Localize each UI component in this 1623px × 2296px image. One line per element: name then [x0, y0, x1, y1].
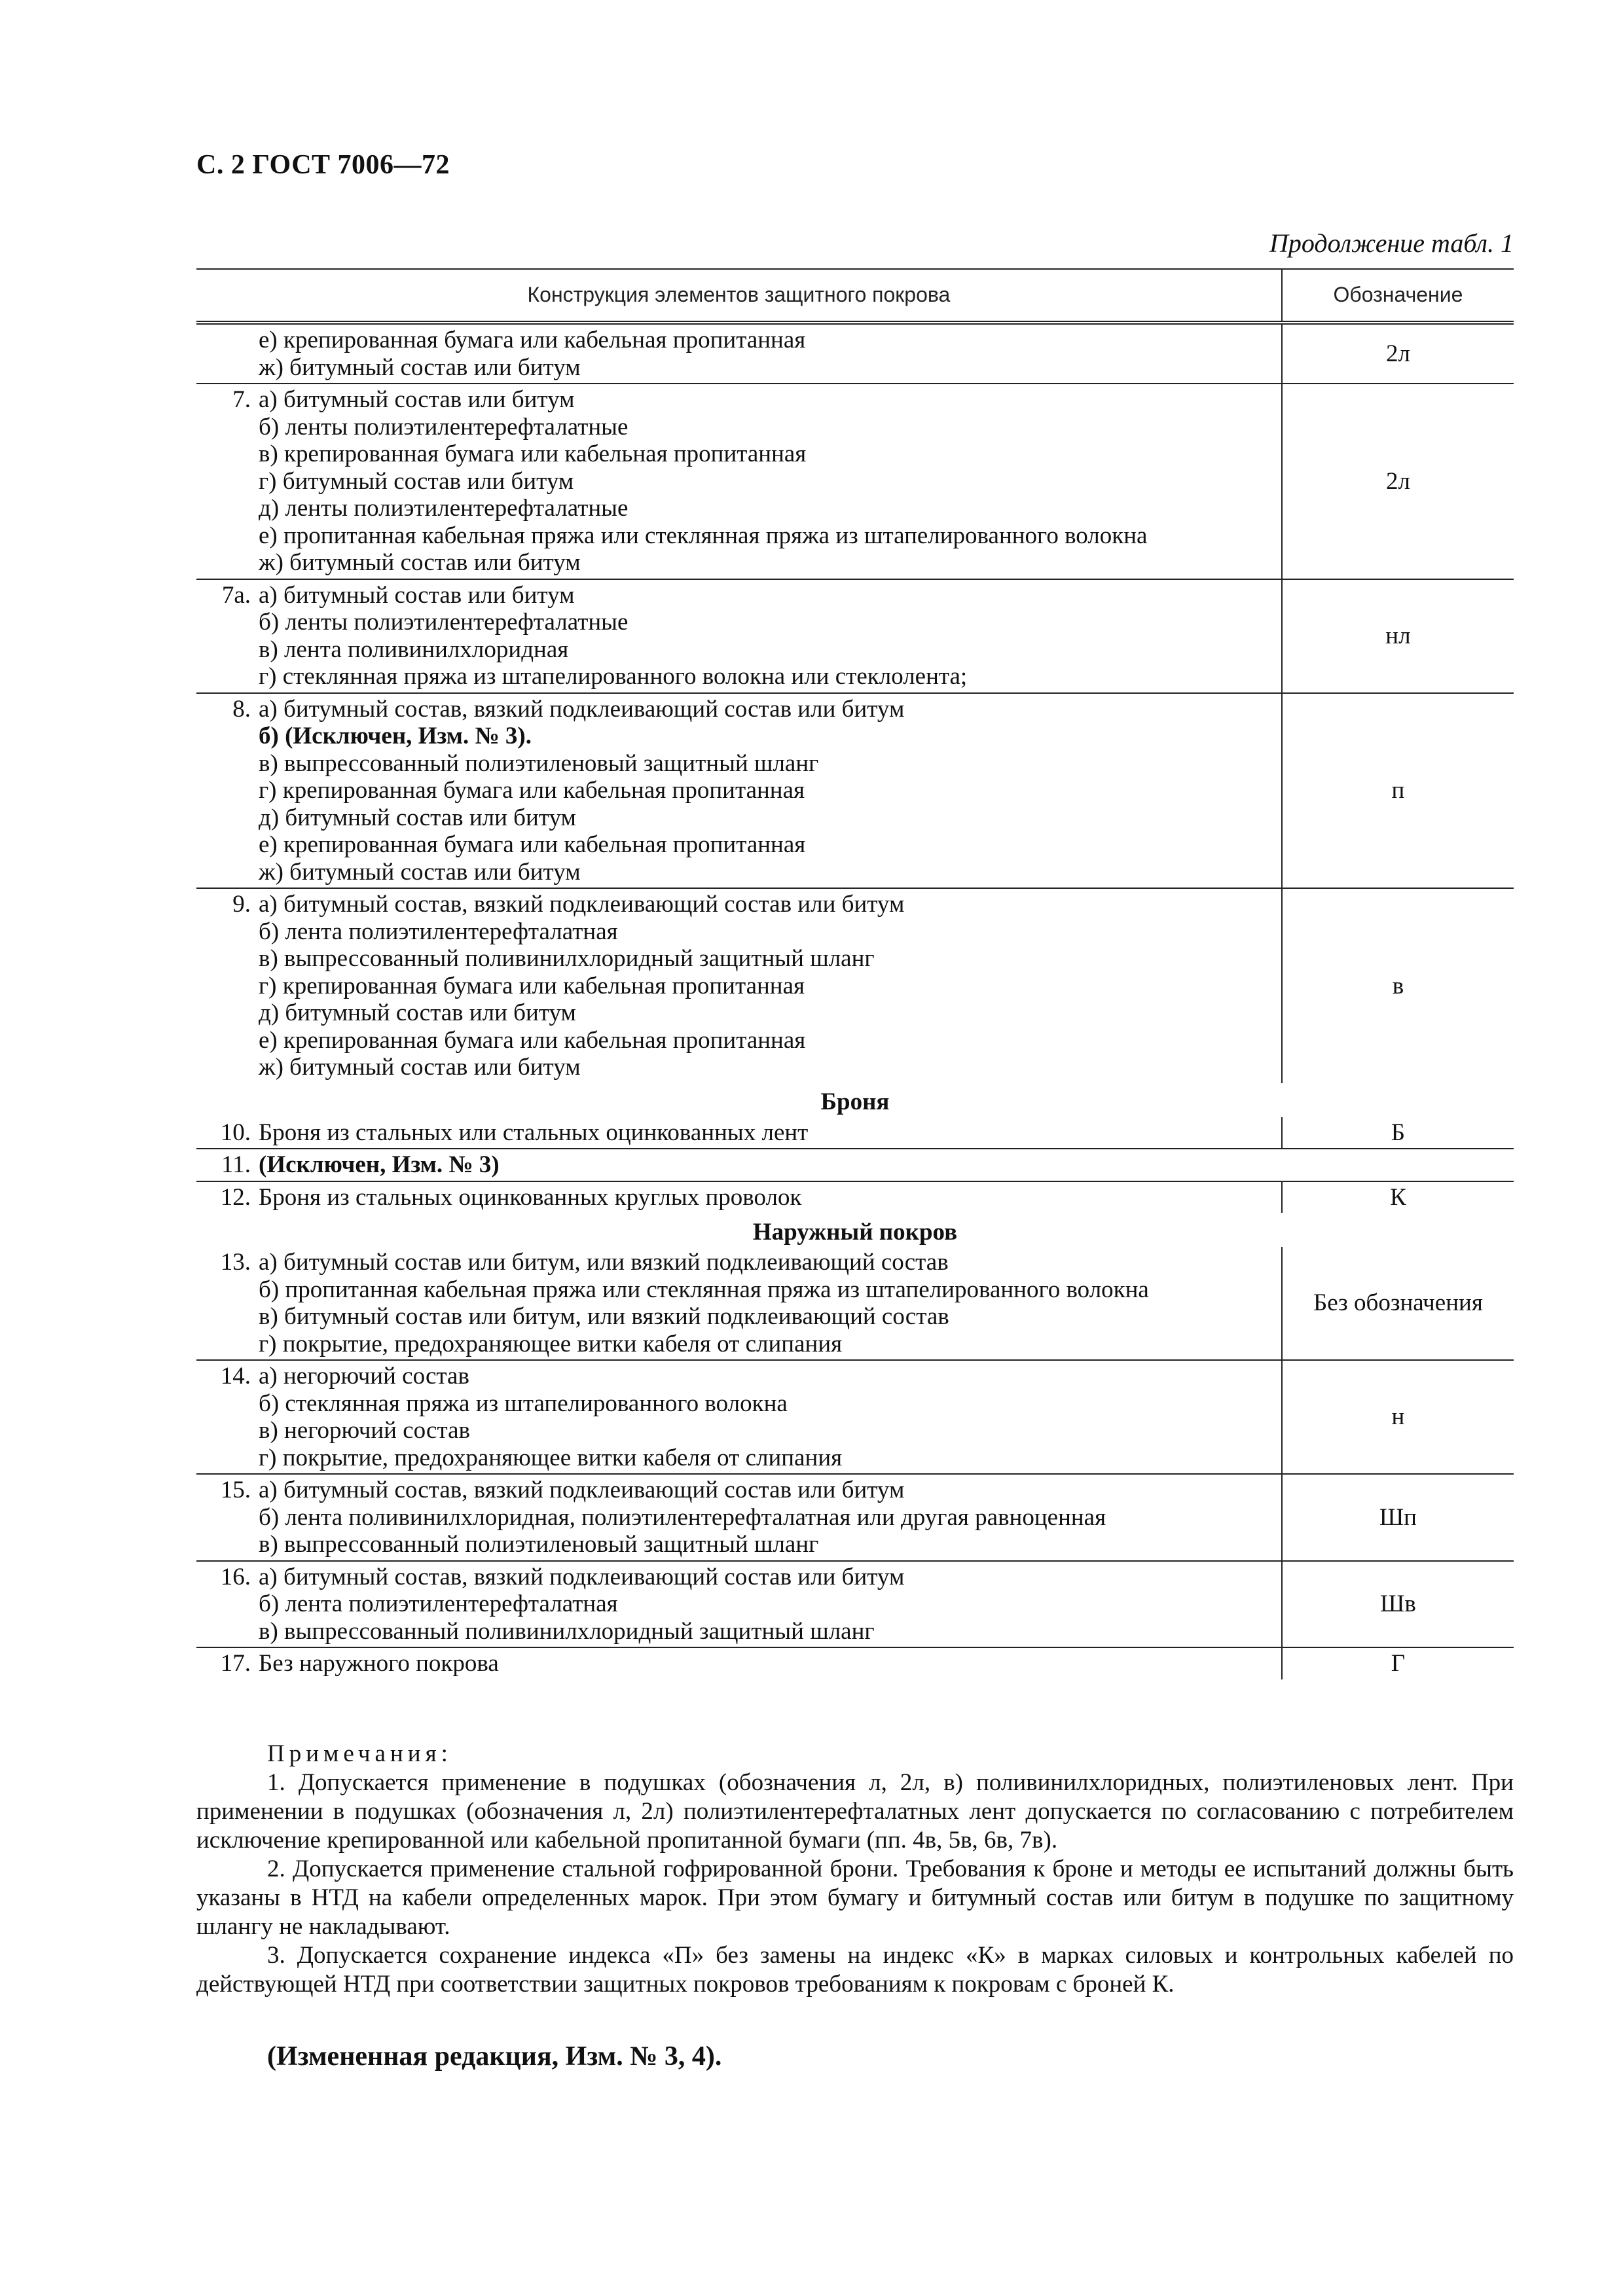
element-line: в) крепированная бумага или кабельная пропитанная	[259, 440, 807, 467]
designation-cell: Без обозначения	[1282, 1247, 1514, 1360]
row-lines	[259, 386, 1147, 577]
element-line: а) битумный состав, вязкий подклеивающий состав или битум	[259, 1477, 905, 1503]
note-item: 1. Допускается применение в подушках (обозначения л, 2л, в) поливинилхлоридных, полиэтиленовых лент. При применении в подушках (обозначения л, 2л) полиэтилентерефталатных лент допускается по согласованию с потребителем исключение крепированной или кабельной пропитанной бумаги (пп. 4в, 5в, 6в, 7в).	[196, 1769, 1514, 1854]
edition-note: (Измененная редакция, Изм. № 3, 4).	[267, 2041, 722, 2072]
row-item	[196, 1151, 1282, 1179]
construction-cell	[196, 693, 1282, 889]
row-item	[196, 696, 1281, 886]
construction-cell	[196, 1149, 1282, 1181]
row-item	[196, 386, 1281, 577]
element-line: г) крепированная бумага или кабельная пропитанная	[259, 972, 805, 999]
element-line: д) битумный состав или битум	[259, 804, 576, 831]
table-row	[196, 1561, 1514, 1648]
element-line: (Исключен, Изм. № 3)	[259, 1151, 500, 1178]
designation-cell: Шв	[1282, 1561, 1514, 1648]
construction-cell	[196, 1360, 1282, 1474]
row-item	[196, 327, 1281, 381]
row-number: 16.	[220, 1563, 251, 1590]
construction-cell	[196, 1181, 1282, 1213]
designation-cell: Б	[1282, 1117, 1514, 1149]
row-lines	[259, 696, 904, 886]
element-line: Без наружного покрова	[259, 1650, 499, 1677]
element-line: а) битумный состав или битум	[259, 581, 575, 609]
row-number: 11.	[221, 1151, 251, 1178]
element-line: а) битумный состав, вязкий подклеивающий состав или битум	[259, 1563, 905, 1590]
notes	[196, 1740, 1514, 1999]
element-line: Броня из стальных или стальных оцинкованных лент	[259, 1119, 809, 1146]
element-line: ж) битумный состав или битум	[259, 1054, 581, 1081]
element-line: в) выпрессованный полиэтиленовый защитный шланг	[259, 1531, 819, 1558]
designation-cell: 2л	[1282, 384, 1514, 579]
row-number: 17.	[220, 1650, 251, 1677]
element-line: Броня из стальных оцинкованных круглых проволок	[259, 1183, 802, 1211]
table-row	[196, 1149, 1514, 1181]
table-row	[196, 579, 1514, 693]
element-line: в) выпрессованный полиэтиленовый защитный шланг	[259, 749, 819, 777]
note-item: 3. Допускается сохранение индекса «П» без замены на индекс «К» в марках силовых и контрольных кабелей по действующей НТД при соответствии защитных покровов требованиям к покровам с броней К.	[196, 1942, 1514, 1998]
element-line: е) крепированная бумага или кабельная пропитанная	[259, 327, 806, 353]
element-line: е) крепированная бумага или кабельная пропитанная	[259, 1026, 806, 1054]
row-lines	[259, 582, 967, 691]
row-item	[196, 1650, 1281, 1677]
element-line: б) лента полиэтилентерефталатная	[259, 918, 618, 945]
element-line: ж) битумный состав или битум	[259, 549, 581, 576]
designation-cell: 2л	[1282, 323, 1514, 384]
element-line: в) выпрессованный поливинилхлоридный защитный шланг	[259, 945, 875, 972]
row-number: 10.	[220, 1119, 251, 1146]
designation-cell	[1282, 1149, 1514, 1181]
table-row	[196, 693, 1514, 889]
designation-cell: Г	[1282, 1647, 1514, 1679]
construction-cell	[196, 323, 1282, 384]
page-header: С. 2 ГОСТ 7006—72	[196, 150, 450, 180]
element-line: ж) битумный состав или битум	[259, 353, 581, 381]
element-line: б) (Исключен, Изм. № 3).	[259, 723, 532, 749]
row-lines	[259, 1564, 904, 1645]
element-line: а) битумный состав или битум, или вязкий подклеивающий состав	[259, 1249, 949, 1276]
protective-cover-table	[196, 268, 1514, 1679]
row-item	[196, 582, 1281, 691]
element-line: в) битумный состав или битум, или вязкий подклеивающий состав	[259, 1303, 949, 1330]
row-number: 14.	[220, 1363, 251, 1390]
note-item: 2. Допускается применение стальной гофрированной брони. Требования к броне и методы ее испытаний должны быть указаны в НТД на кабели определенных марок. При этом бумагу и битумный состав или битум в подушке по защитному шлангу не накладывают.	[196, 1856, 1514, 1940]
designation-cell: Шп	[1282, 1474, 1514, 1561]
row-lines	[259, 1477, 1106, 1558]
construction-cell	[196, 888, 1282, 1083]
row-item	[196, 1564, 1281, 1645]
table-row	[196, 1647, 1514, 1679]
element-line: г) крепированная бумага или кабельная пропитанная	[259, 777, 805, 804]
element-line: в) лента поливинилхлоридная	[259, 636, 569, 663]
construction-cell	[196, 384, 1282, 579]
column-header-designation: Обозначение	[1282, 269, 1514, 323]
table-row	[196, 1117, 1514, 1149]
element-line: б) пропитанная кабельная пряжа или стеклянная пряжа из штапелированного волокна	[259, 1276, 1149, 1303]
element-line: г) битумный состав или битум	[259, 467, 574, 495]
section-outer-title: Наружный покров	[752, 1218, 958, 1246]
row-lines	[259, 1650, 499, 1677]
table-row	[196, 1247, 1514, 1360]
element-line: а) битумный состав, вязкий подклеивающий состав или битум	[259, 891, 905, 918]
element-line: а) битумный состав или битум	[259, 386, 575, 413]
row-number: 13.	[220, 1249, 251, 1276]
construction-cell	[196, 579, 1282, 693]
element-line: е) крепированная бумага или кабельная пропитанная	[259, 831, 806, 858]
element-line: а) негорючий состав	[259, 1363, 469, 1390]
table-continuation-label: Продолжение табл. 1	[1269, 228, 1514, 258]
section-outer	[196, 1213, 1514, 1247]
element-line: б) лента полиэтилентерефталатная	[259, 1590, 618, 1617]
row-item	[196, 1477, 1281, 1558]
notes-title: Примечания:	[267, 1740, 452, 1767]
element-line: б) ленты полиэтилентерефталатные	[259, 413, 629, 440]
column-header-construction: Конструкция элементов защитного покрова	[196, 269, 1282, 323]
row-item	[196, 1249, 1281, 1357]
row-number: 7а.	[221, 581, 251, 609]
element-line: ж) битумный состав или битум	[259, 858, 581, 886]
table-row	[196, 323, 1514, 384]
designation-cell: н	[1282, 1360, 1514, 1474]
construction-cell	[196, 1561, 1282, 1648]
row-number	[196, 327, 259, 381]
element-line: а) битумный состав, вязкий подклеивающий состав или битум	[259, 695, 905, 723]
designation-cell: К	[1282, 1181, 1514, 1213]
row-item	[196, 1184, 1281, 1211]
element-line: г) покрытие, предохраняющее витки кабеля от слипания	[259, 1444, 843, 1471]
element-line: в) негорючий состав	[259, 1417, 470, 1444]
row-lines	[259, 1249, 1149, 1357]
row-item	[196, 1119, 1281, 1147]
construction-cell	[196, 1247, 1282, 1360]
row-number: 8.	[232, 695, 251, 723]
designation-cell: в	[1282, 888, 1514, 1083]
section-armor	[196, 1083, 1514, 1117]
element-line: д) битумный состав или битум	[259, 999, 576, 1026]
row-item	[196, 891, 1281, 1081]
row-item	[196, 1363, 1281, 1471]
element-line: в) выпрессованный поливинилхлоридный защитный шланг	[259, 1617, 875, 1645]
table-row	[196, 1360, 1514, 1474]
row-lines	[259, 1363, 842, 1471]
table-header-row	[196, 269, 1514, 323]
designation-cell: нл	[1282, 579, 1514, 693]
table-row	[196, 888, 1514, 1083]
element-line: д) ленты полиэтилентерефталатные	[259, 495, 629, 522]
element-line: б) лента поливинилхлоридная, полиэтилентерефталатная или другая равноценная	[259, 1503, 1106, 1531]
row-number: 12.	[220, 1183, 251, 1211]
construction-cell	[196, 1647, 1282, 1679]
row-number: 15.	[220, 1477, 251, 1503]
row-lines	[259, 327, 805, 381]
designation-cell: п	[1282, 693, 1514, 889]
construction-cell	[196, 1117, 1282, 1149]
element-line: б) стеклянная пряжа из штапелированного волокна	[259, 1390, 788, 1417]
row-number: 9.	[232, 891, 251, 918]
table-row	[196, 1474, 1514, 1561]
construction-cell	[196, 1474, 1282, 1561]
row-lines	[259, 891, 904, 1081]
row-number: 7.	[232, 386, 251, 413]
table-row	[196, 1181, 1514, 1213]
element-line: б) ленты полиэтилентерефталатные	[259, 609, 629, 636]
table-row	[196, 384, 1514, 579]
section-armor-title: Броня	[820, 1088, 890, 1115]
element-line: г) покрытие, предохраняющее витки кабеля от слипания	[259, 1330, 843, 1357]
element-line: е) пропитанная кабельная пряжа или стеклянная пряжа из штапелированного волокна	[259, 522, 1148, 549]
element-line: г) стеклянная пряжа из штапелированного волокна или стеклолента;	[259, 663, 968, 690]
